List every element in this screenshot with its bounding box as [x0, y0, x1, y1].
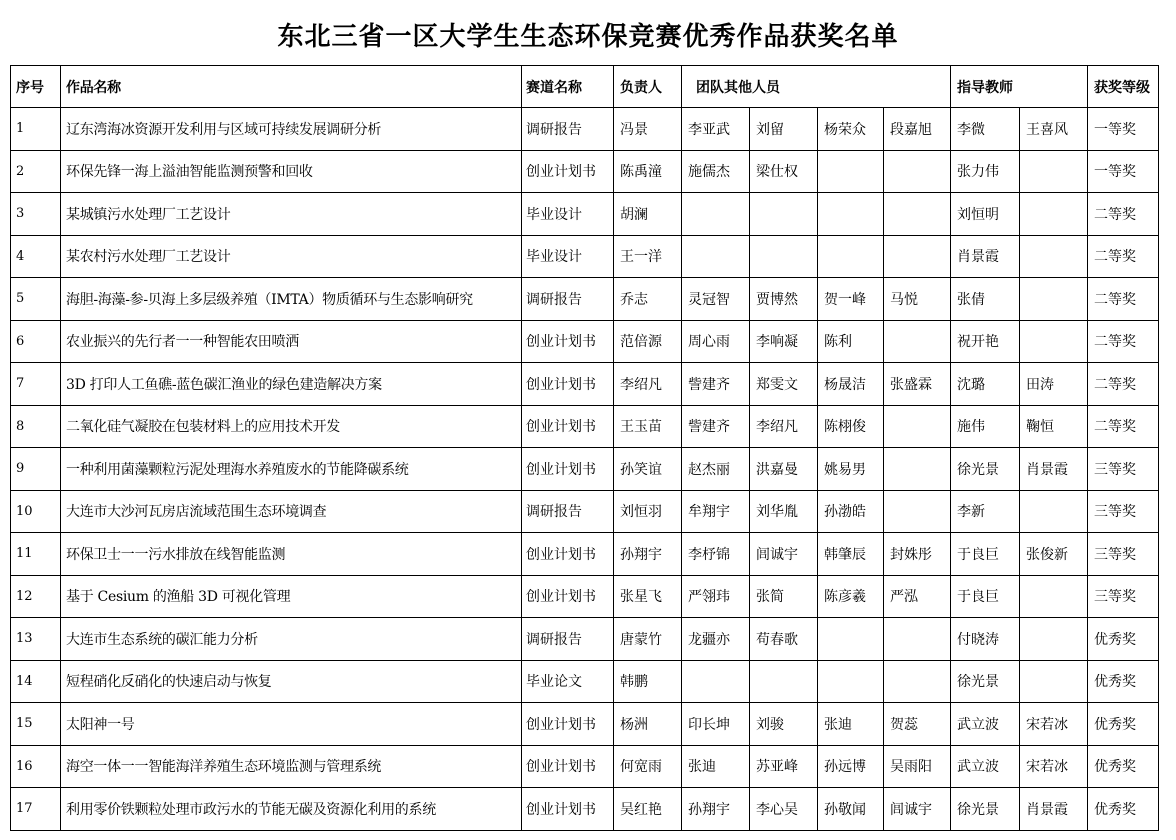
table-row: [11, 235, 1159, 278]
cell-teacher: [1020, 150, 1088, 193]
cell-name: 大连市生态系统的碳汇能力分析: [61, 618, 522, 661]
cell-team-member: 李亚武: [682, 108, 750, 151]
cell-award: 一等奖: [1088, 150, 1159, 193]
cell-team-member: 灵冠智: [682, 278, 750, 321]
cell-name: 利用零价铁颗粒处理市政污水的节能无碳及资源化利用的系统: [61, 788, 522, 831]
cell-team-member: 洪嘉曼: [750, 448, 818, 491]
table-row: [11, 320, 1159, 363]
cell-name: 农业振兴的先行者一一种智能农田喷洒: [61, 320, 522, 363]
cell-team-member: 苟春歌: [750, 618, 818, 661]
cell-team-member: 訾建齐: [682, 405, 750, 448]
cell-teacher: [1020, 193, 1088, 236]
cell-track: 调研报告: [522, 490, 614, 533]
cell-award: 三等奖: [1088, 490, 1159, 533]
cell-award: 优秀奖: [1088, 788, 1159, 831]
table-row: [11, 405, 1159, 448]
cell-team-member: 梁仕权: [750, 150, 818, 193]
cell-name: 太阳神一号: [61, 703, 522, 746]
cell-teacher: [1020, 618, 1088, 661]
cell-team-member: 孙敬闻: [818, 788, 884, 831]
cell-teacher: 肖景霞: [1020, 448, 1088, 491]
cell-name: 一种利用菌藻颗粒污泥处理海水养殖废水的节能降碳系统: [61, 448, 522, 491]
cell-team-member: [884, 448, 951, 491]
cell-teacher: [1020, 320, 1088, 363]
cell-teacher: 武立波: [951, 703, 1020, 746]
cell-team-member: [818, 618, 884, 661]
header-award: 获奖等级: [1088, 66, 1159, 108]
table-row: [11, 660, 1159, 703]
cell-team-member: [682, 235, 750, 278]
cell-leader: 陈禹潼: [614, 150, 682, 193]
table-row: [11, 448, 1159, 491]
cell-teacher: [1020, 235, 1088, 278]
cell-team-member: [682, 660, 750, 703]
cell-no: 15: [11, 703, 61, 746]
cell-team-member: [884, 235, 951, 278]
cell-no: 5: [11, 278, 61, 321]
cell-track: 毕业设计: [522, 193, 614, 236]
cell-team-member: 闾诚宇: [750, 533, 818, 576]
table-row: [11, 788, 1159, 831]
cell-award: 优秀奖: [1088, 660, 1159, 703]
cell-leader: 冯景: [614, 108, 682, 151]
cell-team-member: 李响凝: [750, 320, 818, 363]
cell-team-member: 牟翔宇: [682, 490, 750, 533]
cell-team-member: [884, 660, 951, 703]
cell-leader: 王玉苗: [614, 405, 682, 448]
cell-team-member: 杨荣众: [818, 108, 884, 151]
cell-leader: 孙笑谊: [614, 448, 682, 491]
cell-team-member: 贺一峰: [818, 278, 884, 321]
cell-team-member: 贺蕊: [884, 703, 951, 746]
header-track: 赛道名称: [522, 66, 614, 108]
cell-award: 二等奖: [1088, 278, 1159, 321]
cell-team-member: 郑雯文: [750, 363, 818, 406]
cell-team-member: 施儒杰: [682, 150, 750, 193]
table-row: [11, 533, 1159, 576]
cell-teacher: 张力伟: [951, 150, 1020, 193]
cell-leader: 王一洋: [614, 235, 682, 278]
cell-name: 基于 Cesium 的渔船 3D 可视化管理: [61, 575, 522, 618]
cell-team-member: [818, 150, 884, 193]
cell-track: 创业计划书: [522, 703, 614, 746]
cell-team-member: [750, 660, 818, 703]
cell-teacher: [1020, 490, 1088, 533]
cell-leader: 胡澜: [614, 193, 682, 236]
cell-teacher: 肖景霞: [951, 235, 1020, 278]
cell-team-member: 孙渤皓: [818, 490, 884, 533]
table-row: [11, 363, 1159, 406]
cell-award: 优秀奖: [1088, 703, 1159, 746]
table-row: [11, 618, 1159, 661]
cell-teacher: 肖景霞: [1020, 788, 1088, 831]
cell-team-member: [682, 193, 750, 236]
cell-no: 11: [11, 533, 61, 576]
cell-award: 三等奖: [1088, 575, 1159, 618]
cell-team-member: [884, 405, 951, 448]
header-teacher: 指导教师: [951, 66, 1088, 108]
cell-award: 三等奖: [1088, 448, 1159, 491]
cell-teacher: 徐光景: [951, 448, 1020, 491]
cell-leader: 韩鹏: [614, 660, 682, 703]
table-row: [11, 278, 1159, 321]
cell-team-member: 严翎玮: [682, 575, 750, 618]
cell-track: 创业计划书: [522, 150, 614, 193]
cell-team-member: [884, 320, 951, 363]
cell-teacher: 刘恒明: [951, 193, 1020, 236]
cell-team-member: 张迪: [818, 703, 884, 746]
cell-team-member: 张盛霖: [884, 363, 951, 406]
cell-no: 16: [11, 745, 61, 788]
cell-team-member: 李心吴: [750, 788, 818, 831]
cell-team-member: [884, 193, 951, 236]
cell-track: 调研报告: [522, 108, 614, 151]
cell-no: 7: [11, 363, 61, 406]
cell-track: 创业计划书: [522, 745, 614, 788]
table-row: [11, 108, 1159, 151]
cell-team-member: 贾博然: [750, 278, 818, 321]
table-header-row: [11, 66, 1159, 108]
cell-team-member: 李绍凡: [750, 405, 818, 448]
cell-name: 环保卫士一一污水排放在线智能监测: [61, 533, 522, 576]
cell-award: 二等奖: [1088, 363, 1159, 406]
cell-award: 优秀奖: [1088, 618, 1159, 661]
cell-no: 17: [11, 788, 61, 831]
cell-leader: 杨洲: [614, 703, 682, 746]
table-row: [11, 575, 1159, 618]
cell-award: 优秀奖: [1088, 745, 1159, 788]
cell-teacher: 沈璐: [951, 363, 1020, 406]
cell-team-member: 赵杰丽: [682, 448, 750, 491]
cell-no: 4: [11, 235, 61, 278]
cell-team-member: 封姝彤: [884, 533, 951, 576]
cell-no: 14: [11, 660, 61, 703]
cell-name: 短程硝化反硝化的快速启动与恢复: [61, 660, 522, 703]
cell-team-member: 訾建齐: [682, 363, 750, 406]
cell-leader: 刘恒羽: [614, 490, 682, 533]
cell-track: 调研报告: [522, 618, 614, 661]
cell-name: 海空一体一一智能海洋养殖生态环境监测与管理系统: [61, 745, 522, 788]
cell-team-member: 刘华胤: [750, 490, 818, 533]
header-team: 团队其他人员: [682, 66, 951, 108]
cell-teacher: 于良巨: [951, 575, 1020, 618]
cell-team-member: [884, 490, 951, 533]
cell-leader: 乔志: [614, 278, 682, 321]
cell-team-member: 孙翔宇: [682, 788, 750, 831]
cell-award: 二等奖: [1088, 405, 1159, 448]
cell-no: 6: [11, 320, 61, 363]
cell-team-member: 张简: [750, 575, 818, 618]
table-row: [11, 745, 1159, 788]
cell-team-member: 周心雨: [682, 320, 750, 363]
cell-leader: 吴红艳: [614, 788, 682, 831]
cell-name: 3D 打印人工鱼礁-蓝色碳汇渔业的绿色建造解决方案: [61, 363, 522, 406]
cell-teacher: 于良巨: [951, 533, 1020, 576]
cell-team-member: 姚易男: [818, 448, 884, 491]
cell-teacher: 王喜风: [1020, 108, 1088, 151]
cell-leader: 孙翔宇: [614, 533, 682, 576]
cell-teacher: [1020, 278, 1088, 321]
header-leader: 负责人: [614, 66, 682, 108]
cell-name: 二氧化硅气凝胶在包装材料上的应用技术开发: [61, 405, 522, 448]
cell-team-member: 韩肇辰: [818, 533, 884, 576]
table-row: [11, 193, 1159, 236]
cell-track: 毕业论文: [522, 660, 614, 703]
cell-teacher: 宋若冰: [1020, 745, 1088, 788]
cell-leader: 何宽雨: [614, 745, 682, 788]
cell-team-member: 陈利: [818, 320, 884, 363]
cell-track: 创业计划书: [522, 575, 614, 618]
cell-no: 3: [11, 193, 61, 236]
cell-track: 调研报告: [522, 278, 614, 321]
cell-teacher: 徐光景: [951, 660, 1020, 703]
cell-teacher: 施伟: [951, 405, 1020, 448]
cell-teacher: 张倩: [951, 278, 1020, 321]
cell-track: 创业计划书: [522, 363, 614, 406]
cell-no: 10: [11, 490, 61, 533]
cell-no: 8: [11, 405, 61, 448]
cell-track: 毕业设计: [522, 235, 614, 278]
cell-team-member: [818, 193, 884, 236]
cell-teacher: 鞠恒: [1020, 405, 1088, 448]
cell-team-member: 杨晟洁: [818, 363, 884, 406]
cell-track: 创业计划书: [522, 405, 614, 448]
cell-leader: 范倍源: [614, 320, 682, 363]
cell-no: 9: [11, 448, 61, 491]
cell-team-member: 刘留: [750, 108, 818, 151]
cell-name: 海胆-海藻-参-贝海上多层级养殖（IMTA）物质循环与生态影响研究: [61, 278, 522, 321]
cell-team-member: 吴雨阳: [884, 745, 951, 788]
cell-teacher: [1020, 575, 1088, 618]
cell-team-member: [750, 235, 818, 278]
cell-name: 某农村污水处理厂工艺设计: [61, 235, 522, 278]
cell-track: 创业计划书: [522, 320, 614, 363]
cell-track: 创业计划书: [522, 788, 614, 831]
cell-leader: 张星飞: [614, 575, 682, 618]
cell-name: 大连市大沙河瓦房店流域范围生态环境调查: [61, 490, 522, 533]
cell-team-member: [750, 193, 818, 236]
cell-team-member: [818, 235, 884, 278]
cell-no: 2: [11, 150, 61, 193]
cell-teacher: 李微: [951, 108, 1020, 151]
cell-team-member: 陈彦羲: [818, 575, 884, 618]
table-row: [11, 703, 1159, 746]
cell-leader: 李绍凡: [614, 363, 682, 406]
cell-no: 1: [11, 108, 61, 151]
cell-team-member: 刘骏: [750, 703, 818, 746]
cell-award: 二等奖: [1088, 320, 1159, 363]
cell-team-member: 段嘉旭: [884, 108, 951, 151]
cell-team-member: 印长坤: [682, 703, 750, 746]
cell-team-member: 陈栩俊: [818, 405, 884, 448]
cell-teacher: 张俊新: [1020, 533, 1088, 576]
cell-award: 二等奖: [1088, 235, 1159, 278]
awards-table: [10, 65, 1159, 831]
cell-leader: 唐蒙竹: [614, 618, 682, 661]
cell-team-member: 李杼锦: [682, 533, 750, 576]
cell-name: 环保先锋一海上溢油智能监测预警和回收: [61, 150, 522, 193]
cell-name: 辽东湾海冰资源开发利用与区域可持续发展调研分析: [61, 108, 522, 151]
cell-track: 创业计划书: [522, 533, 614, 576]
cell-award: 二等奖: [1088, 193, 1159, 236]
page-title: 东北三省一区大学生生态环保竞赛优秀作品获奖名单: [277, 22, 899, 52]
cell-award: 三等奖: [1088, 533, 1159, 576]
cell-teacher: 李新: [951, 490, 1020, 533]
header-name: 作品名称: [61, 66, 522, 108]
table-row: [11, 150, 1159, 193]
cell-team-member: [884, 618, 951, 661]
cell-no: 13: [11, 618, 61, 661]
cell-team-member: 孙远博: [818, 745, 884, 788]
cell-teacher: 祝开艳: [951, 320, 1020, 363]
cell-no: 12: [11, 575, 61, 618]
cell-team-member: 张迪: [682, 745, 750, 788]
cell-teacher: 武立波: [951, 745, 1020, 788]
cell-track: 创业计划书: [522, 448, 614, 491]
cell-team-member: [884, 150, 951, 193]
cell-name: 某城镇污水处理厂工艺设计: [61, 193, 522, 236]
cell-team-member: 严泓: [884, 575, 951, 618]
cell-award: 一等奖: [1088, 108, 1159, 151]
cell-team-member: 马悦: [884, 278, 951, 321]
header-no: 序号: [11, 66, 61, 108]
cell-teacher: 宋若冰: [1020, 703, 1088, 746]
cell-teacher: 田涛: [1020, 363, 1088, 406]
cell-team-member: 龙疆亦: [682, 618, 750, 661]
table-row: [11, 490, 1159, 533]
cell-team-member: [818, 660, 884, 703]
cell-teacher: 付晓涛: [951, 618, 1020, 661]
cell-team-member: 闾诚宇: [884, 788, 951, 831]
cell-teacher: [1020, 660, 1088, 703]
cell-teacher: 徐光景: [951, 788, 1020, 831]
cell-team-member: 苏亚峰: [750, 745, 818, 788]
